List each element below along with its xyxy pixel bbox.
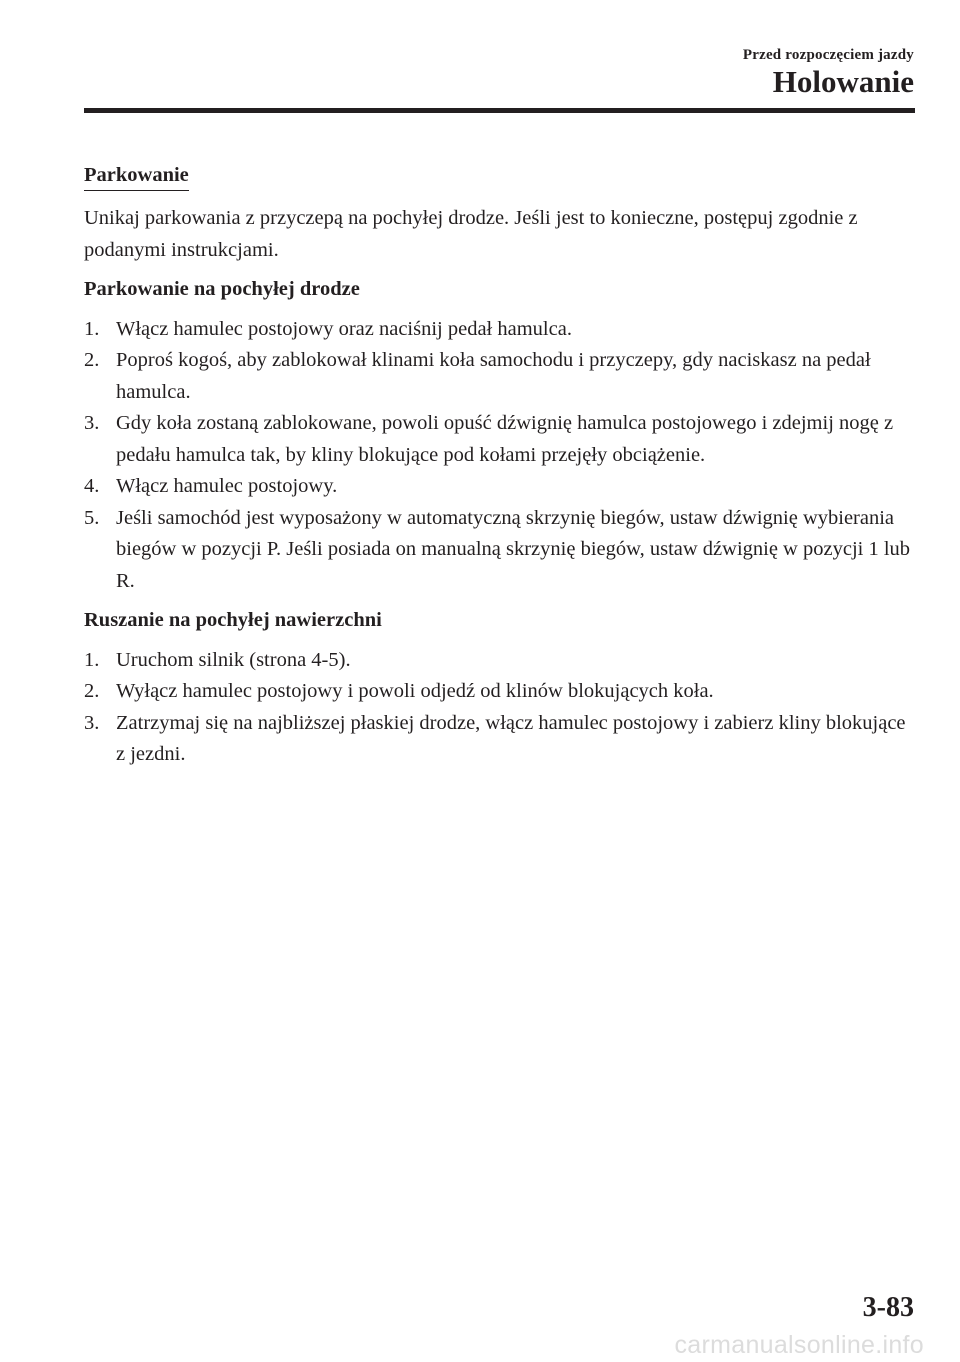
list-item [84, 503, 915, 598]
header-section-title: Przed rozpoczęciem jazdy [742, 47, 914, 63]
starting-steps-list [84, 645, 915, 771]
step-text: Jeśli samochód jest wyposażony w automatyczną skrzynię biegów, ustaw dźwignię wybierania biegów w pozycji P. Jeśli posiada on manualną skrzynię biegów, ustaw dźwignię w pozycji 1 lub R. [116, 506, 911, 592]
intro-paragraph: Unikaj parkowania z przyczepą na pochyłej drodze. Jeśli jest to konieczne, postępuj zgodnie z podanymi instrukcjami. [84, 207, 858, 261]
section-parking [84, 274, 915, 597]
step-number: 1. [84, 648, 100, 671]
page-title: Holowanie [772, 64, 914, 99]
list-item [84, 314, 915, 346]
section-heading: Parkowanie [84, 162, 189, 191]
list-item [84, 708, 915, 771]
subheading-parking: Parkowanie na pochyłej drodze [84, 278, 360, 300]
step-number: 3. [84, 412, 100, 434]
step-text: Włącz hamulec postojowy oraz naciśnij pedał hamulca. [116, 317, 572, 340]
step-text: Włącz hamulec postojowy. [116, 475, 338, 497]
step-number: 2. [84, 680, 100, 702]
parking-steps-list [84, 314, 915, 598]
subheading-starting: Ruszanie na pochyłej nawierzchni [84, 609, 382, 631]
list-item [84, 408, 915, 471]
header-divider [84, 108, 915, 113]
step-number: 2. [84, 349, 100, 371]
list-item [84, 676, 915, 708]
list-item [84, 345, 915, 408]
main-content [84, 160, 915, 779]
step-text: Poproś kogoś, aby zablokował klinami koła samochodu i przyczepy, gdy naciskasz na pedał hamulca. [116, 349, 871, 403]
step-text: Gdy koła zostaną zablokowane, powoli opuść dźwignię hamulca postojowego i zdejmij nogę z pedału hamulca tak, by kliny blokujące pod kołami przejęły obciążenie. [116, 412, 894, 466]
list-item [84, 645, 915, 677]
list-item [84, 471, 915, 503]
page-number: 3-83 [862, 1292, 914, 1323]
section-starting [84, 605, 915, 771]
step-number: 1. [84, 317, 100, 340]
watermark-text: carmanualsonline.info [674, 1331, 924, 1359]
step-number: 5. [84, 506, 100, 529]
step-text: Uruchom silnik (strona 4-5). [116, 648, 351, 671]
step-text: Wyłącz hamulec postojowy i powoli odjedź od klinów blokujących koła. [116, 680, 714, 702]
step-text: Zatrzymaj się na najbliższej płaskiej drodze, włącz hamulec postojowy i zabierz kliny blokujące z jezdni. [116, 711, 906, 765]
step-number: 3. [84, 711, 100, 734]
step-number: 4. [84, 475, 100, 497]
